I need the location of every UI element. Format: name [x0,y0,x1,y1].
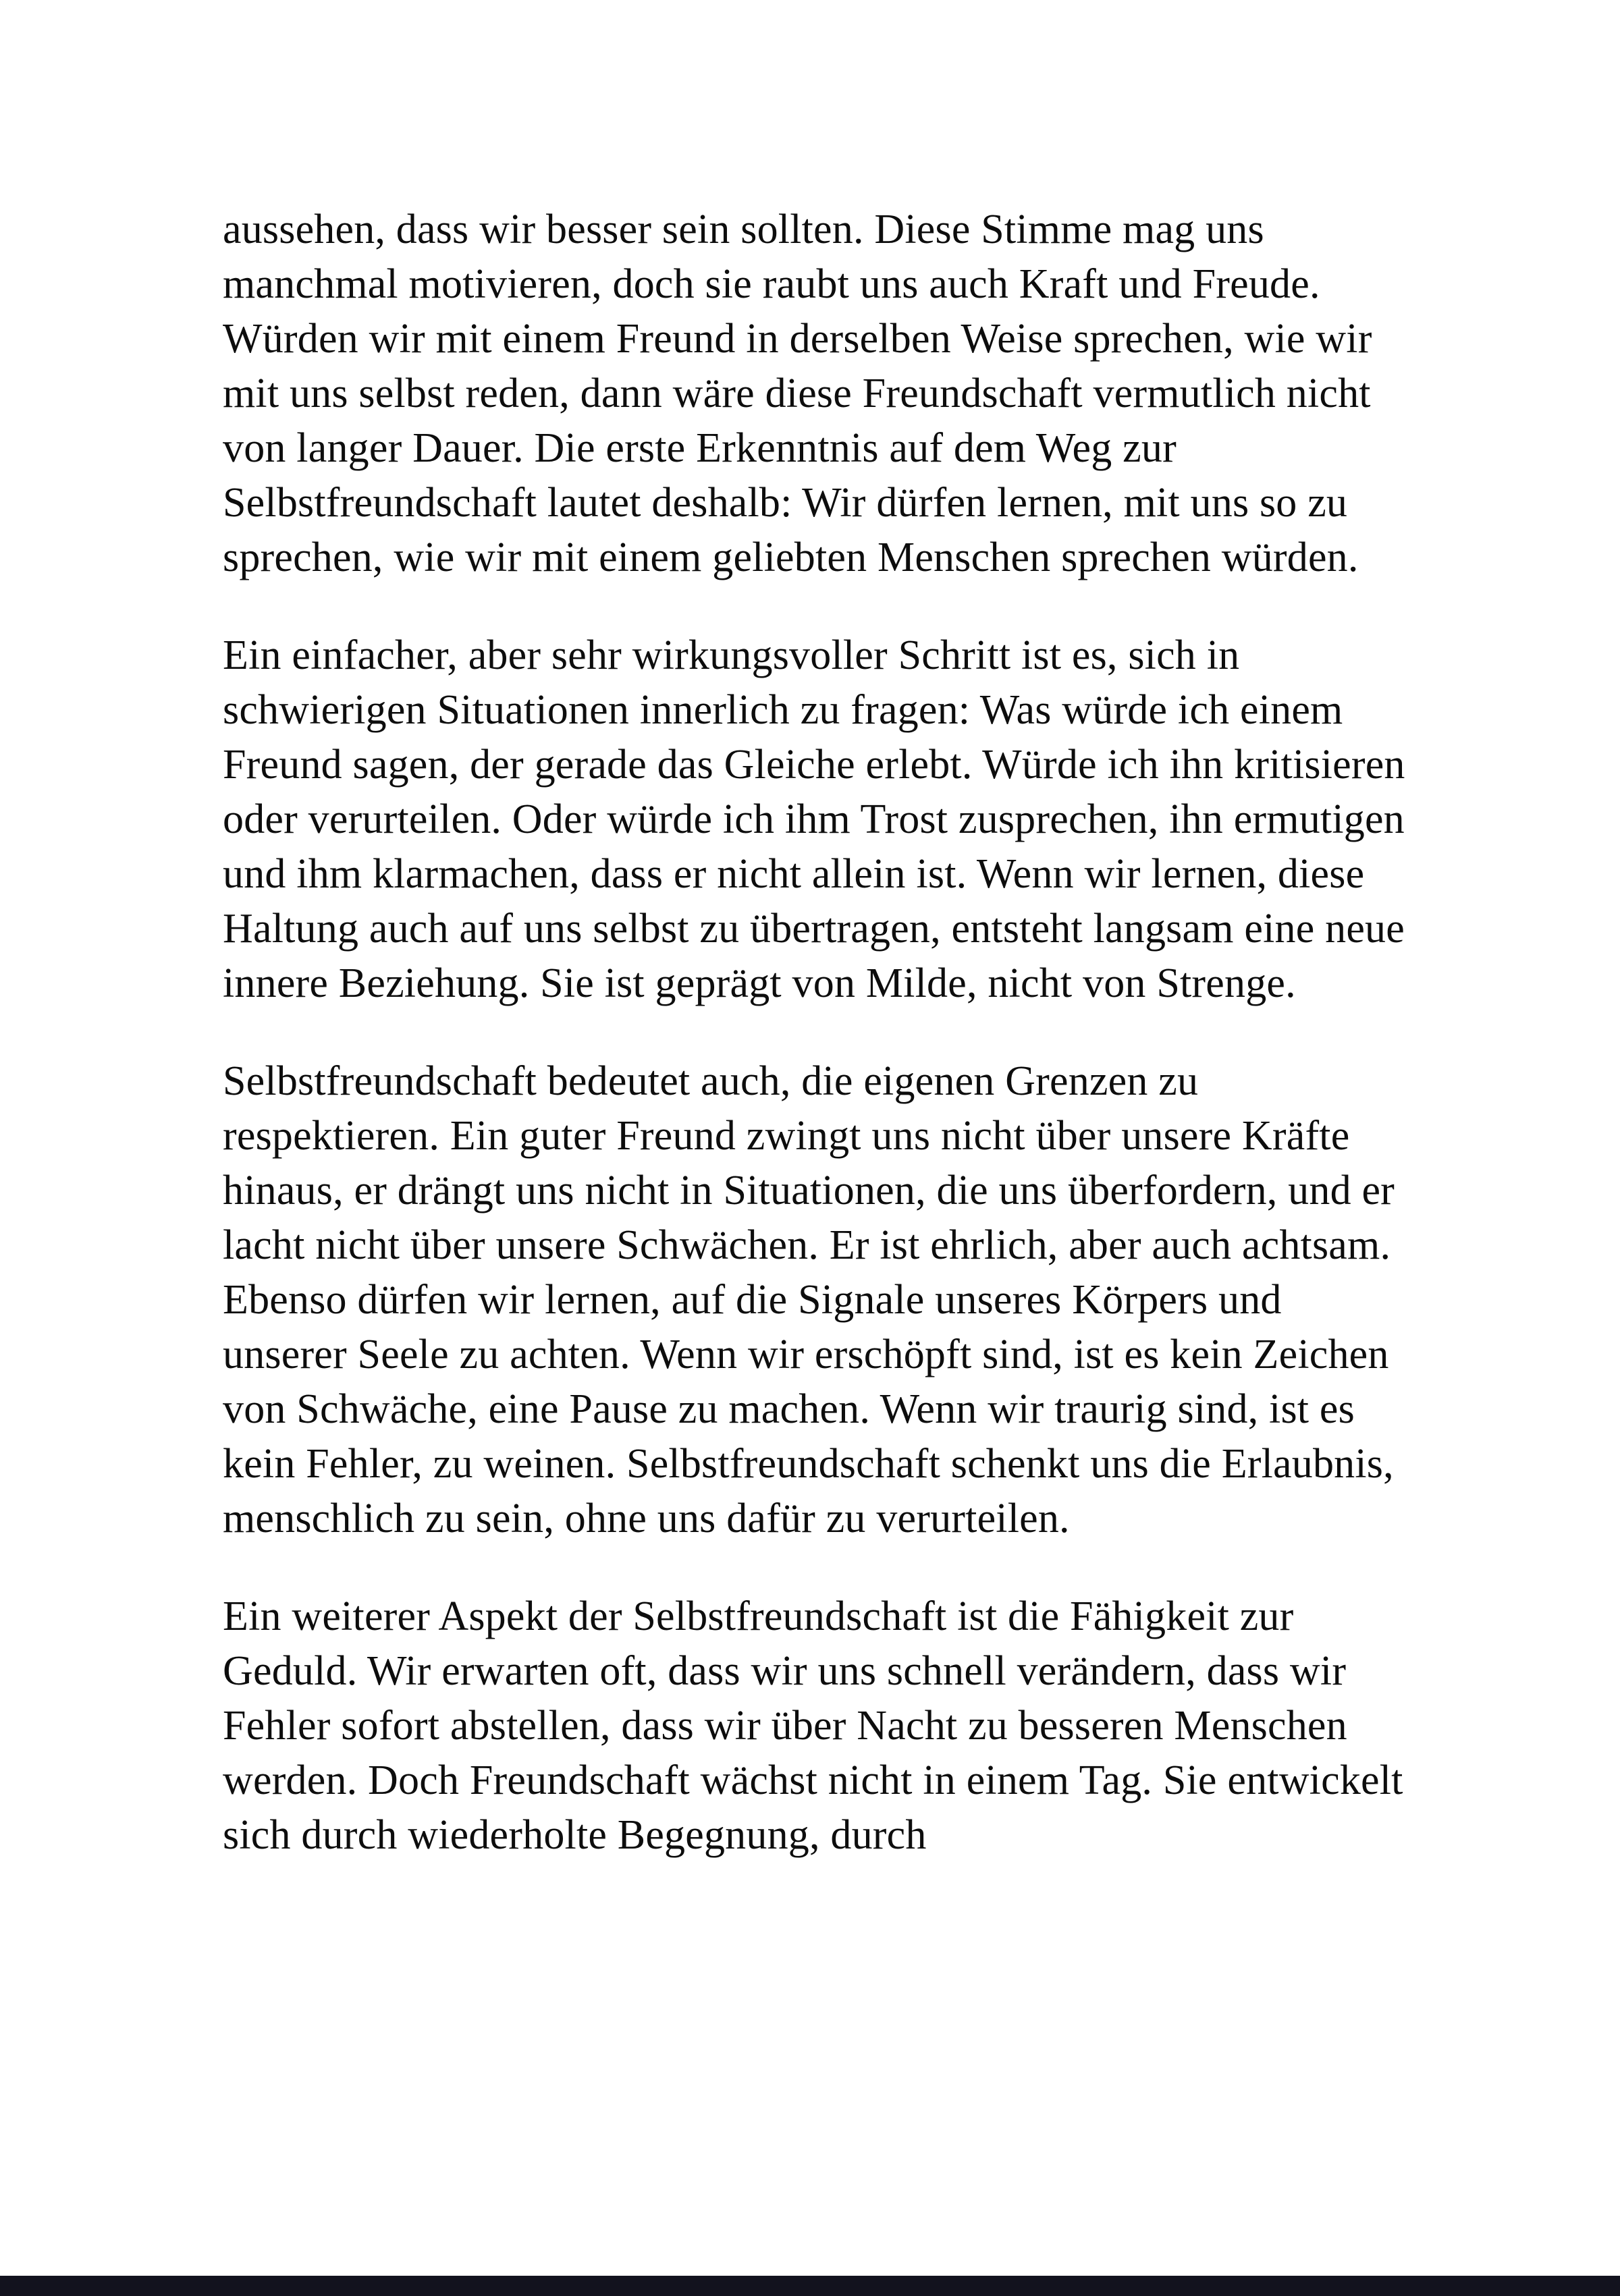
paragraph-1: aussehen, dass wir besser sein sollten. Diese Stimme mag uns manchmal motivieren, doch sie raubt uns auch Kraft und Freude. Würden wir mit einem Freund in derselben Weise sprechen, wie wir mit uns selbst reden, dann wäre diese Freundschaft vermutlich nicht von langer Dauer. Die erste Erkenntnis auf dem Weg zur Selbstfreundschaft lautet deshalb: Wir dürfen lernen, mit uns so zu sprechen, wie wir mit einem geliebten Menschen sprechen würden. [223,207,1372,580]
text-content [223,202,1411,1906]
window-bottom-bar [0,2276,1620,2296]
paragraph-3: Selbstfreundschaft bedeutet auch, die eigenen Grenzen zu respektieren. Ein guter Freund zwingt uns nicht über unsere Kräfte hinaus, er drängt uns nicht in Situationen, die uns überfordern, und er lacht nicht über unsere Schwächen. Er ist ehrlich, aber auch achtsam. Ebenso dürfen wir lernen, auf die Signale unseres Körpers und unserer Seele zu achten. Wenn wir erschöpft sind, ist es kein Zeichen von Schwäche, eine Pause zu machen. Wenn wir traurig sind, ist es kein Fehler, zu weinen. Selbstfreundschaft schenkt uns die Erlaubnis, menschlich zu sein, ohne uns dafür zu verurteilen. [223,1058,1395,1541]
paragraph-4: Ein weiterer Aspekt der Selbstfreundschaft ist die Fähigkeit zur Geduld. Wir erwarten oft, dass wir uns schnell verändern, dass wir Fehler sofort abstellen, dass wir über Nacht zu besseren Menschen werden. Doch Freundschaft wächst nicht in einem Tag. Sie entwickelt sich durch wiederholte Begegnung, durch [223,1593,1403,1858]
paragraph-2: Ein einfacher, aber sehr wirkungsvoller Schritt ist es, sich in schwierigen Situationen innerlich zu fragen: Was würde ich einem Freund sagen, der gerade das Gleiche erlebt. Würde ich ihn kritisieren oder verurteilen. Oder würde ich ihm Trost zusprechen, ihn ermutigen und ihm klarmachen, dass er nicht allein ist. Wenn wir lernen, diese Haltung auch auf uns selbst zu übertragen, entsteht langsam eine neue innere Beziehung. Sie ist geprägt von Milde, nicht von Strenge. [223,632,1405,1006]
